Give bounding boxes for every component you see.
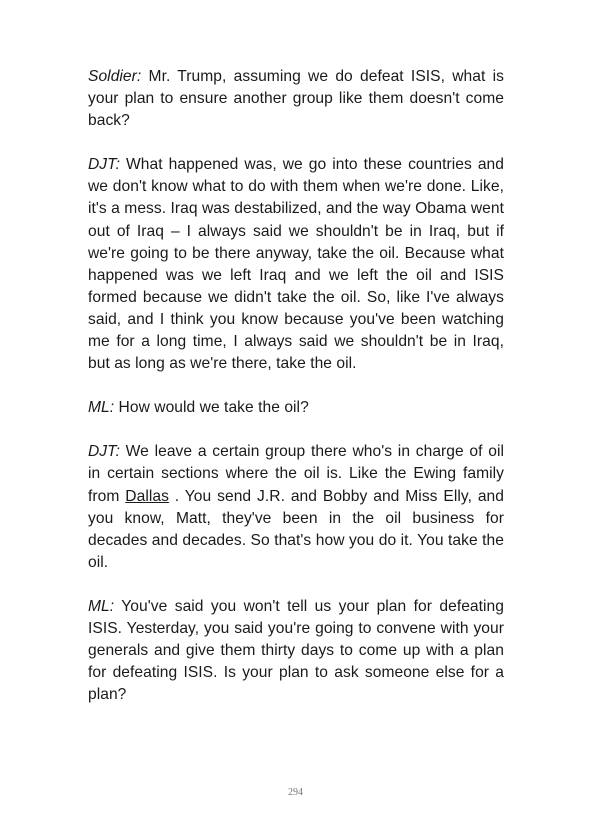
paragraph-text: . You send J.R. and Bobby and Miss Elly, and you know, Matt, they've been in the oil business for decades and decades. So that's how you do it. You take the oil. <box>88 487 505 571</box>
paragraph-text: You've said you won't tell us your plan for defeating ISIS. Yesterday, you said you're going to convene with your generals and give them thirty days to come up with a plan for defeating ISIS. Is your plan to ask someone else for a plan? <box>88 597 504 704</box>
transcript-paragraph-soldier <box>88 66 504 132</box>
transcript-paragraph-ml-1 <box>88 397 504 419</box>
transcript-paragraph-djt-1 <box>88 154 504 375</box>
page-number: 294 <box>288 787 303 798</box>
paragraph-text: We leave a certain group there who's in charge of oil in certain sections where the oil is. Like the Ewing family from <box>88 443 504 505</box>
speaker-label: ML: <box>88 399 115 417</box>
transcript-paragraph-ml-2 <box>88 596 504 706</box>
speaker-label: ML: <box>88 597 115 615</box>
paragraph-text: What happened was, we go into these countries and we don't know what to do with them when we're done. Like, it's a mess. Iraq was destabilized, and the way Obama went out of Iraq – I always said we shouldn't be in Iraq, but if we're going to be there anyway, take the oil. Because what happened was we left Iraq and we left the oil and ISIS formed because we didn't take the oil. So, like I've always said, and I think you know because you've been watching me for a long time, I always said we shouldn't be in Iraq, but as long as we're there, take the oil. <box>88 156 504 373</box>
speaker-label: Soldier: <box>88 68 142 85</box>
paragraph-text: Mr. Trump, assuming we do defeat ISIS, what is your plan to ensure another group like them doesn't come back? <box>88 68 504 130</box>
transcript-paragraph-djt-2 <box>88 441 504 574</box>
transcript-body <box>88 66 504 728</box>
speaker-label: DJT: <box>88 443 120 461</box>
dallas-link[interactable]: Dallas <box>125 487 169 505</box>
paragraph-text: How would we take the oil? <box>114 399 309 417</box>
speaker-label: DJT: <box>88 156 120 174</box>
